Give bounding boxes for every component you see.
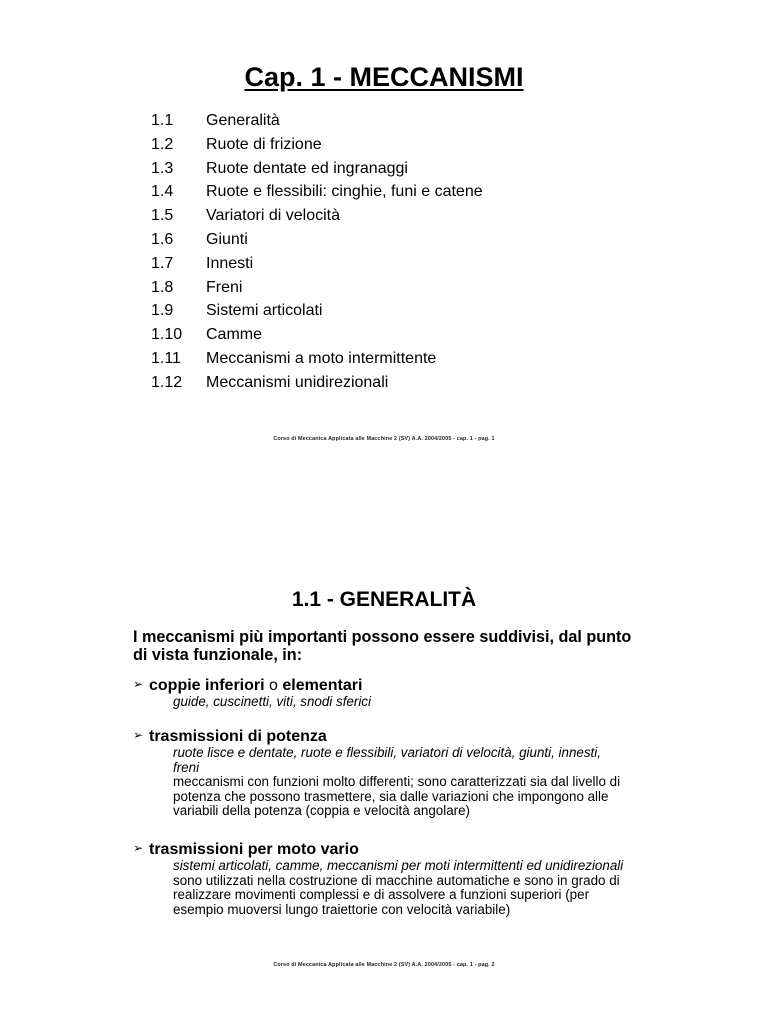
bullet-heading: coppie inferiori <box>149 677 265 694</box>
section-title: 1.1 - GENERALITÀ <box>291 588 477 611</box>
toc-label: Generalità <box>206 112 280 129</box>
toc-number: 1.1 <box>151 112 174 129</box>
toc-number: 1.3 <box>151 159 174 177</box>
toc-item <box>151 371 483 395</box>
toc-label: Giunti <box>206 230 248 248</box>
toc-label: Innesti <box>206 254 254 272</box>
bullet-item-lower-pairs <box>133 675 633 710</box>
bullet-examples: guide, cuscinetti, viti, snodi sferici <box>173 694 371 709</box>
toc-number: 1.5 <box>151 207 174 225</box>
toc-item <box>151 157 483 181</box>
toc-label: Ruote dentate ed ingranaggi <box>206 159 408 177</box>
toc-item <box>151 276 483 300</box>
bullet-item-power-transmissions <box>133 726 633 819</box>
toc-item <box>151 109 483 133</box>
bullet-description: meccanismi con funzioni molto differenti; sono caratterizzati sia dal livello di potenza che possono trasmettere, sia dalle variazioni che impongono alle variabili della potenza (coppia e velocità angolare) <box>173 774 621 819</box>
toc-number: 1.6 <box>151 230 174 248</box>
arrow-bullet-icon: ➢ <box>133 728 144 742</box>
toc-number: 1.11 <box>151 349 181 367</box>
toc-label: Freni <box>206 278 243 296</box>
arrow-bullet-icon: ➢ <box>133 677 144 691</box>
toc-label: Meccanismi a moto intermittente <box>206 349 437 367</box>
toc-label: Variatori di velocità <box>206 207 340 225</box>
toc-label: Ruote e flessibili: cinghie, funi e catene <box>206 183 483 201</box>
toc-number: 1.8 <box>151 278 174 296</box>
intro-paragraph: I meccanismi più importanti possono essere suddivisi, dal punto di vista funzionale, in: <box>133 628 632 664</box>
bullet-heading: trasmissioni di potenza <box>149 728 327 745</box>
toc-number: 1.2 <box>151 135 174 153</box>
toc-item <box>151 347 483 371</box>
toc-item <box>151 228 483 252</box>
toc-item <box>151 204 483 228</box>
bullet-item-variable-motion <box>133 839 633 917</box>
table-of-contents <box>151 109 483 395</box>
toc-number: 1.7 <box>151 254 174 272</box>
toc-item <box>151 180 483 204</box>
toc-number: 1.10 <box>151 326 183 344</box>
toc-number: 1.12 <box>151 373 183 391</box>
bullet-heading: elementari <box>282 677 363 694</box>
bullet-heading-connector: o <box>264 677 283 694</box>
toc-label: Camme <box>206 326 263 344</box>
toc-label: Ruote di frizione <box>206 135 322 153</box>
page-footer: Corso di Meccanica Applicata alle Macchine 2 (SV) A.A. 2004/2005 - cap. 1 - pag. 1 <box>273 436 495 442</box>
toc-item <box>151 133 483 157</box>
bullet-examples: ruote lisce e dentate, ruote e flessibili, variatori di velocità, giunti, innesti, freni <box>173 745 601 775</box>
bullet-heading: trasmissioni per moto vario <box>149 841 359 858</box>
toc-label: Meccanismi unidirezionali <box>206 373 389 391</box>
arrow-bullet-icon: ➢ <box>133 841 144 855</box>
toc-item <box>151 323 483 347</box>
toc-item <box>151 299 483 323</box>
bullet-description: sono utilizzati nella costruzione di macchine automatiche e sono in grado di realizzare movimenti complessi e di assolvere a funzioni superiori (per esempio muoversi lungo traiettorie con velocità variabile) <box>173 872 620 917</box>
toc-number: 1.4 <box>151 183 174 201</box>
bullet-examples: sistemi articolati, camme, meccanismi per moti intermittenti ed unidirezionali <box>173 858 624 873</box>
toc-label: Sistemi articolati <box>206 302 323 320</box>
chapter-title: Cap. 1 - MECCANISMI <box>244 62 524 92</box>
page-footer: Corso di Meccanica Applicata alle Macchine 2 (SV) A.A. 2004/2005 - cap. 1 - pag. 2 <box>273 962 495 968</box>
toc-item <box>151 252 483 276</box>
toc-number: 1.9 <box>151 302 174 320</box>
